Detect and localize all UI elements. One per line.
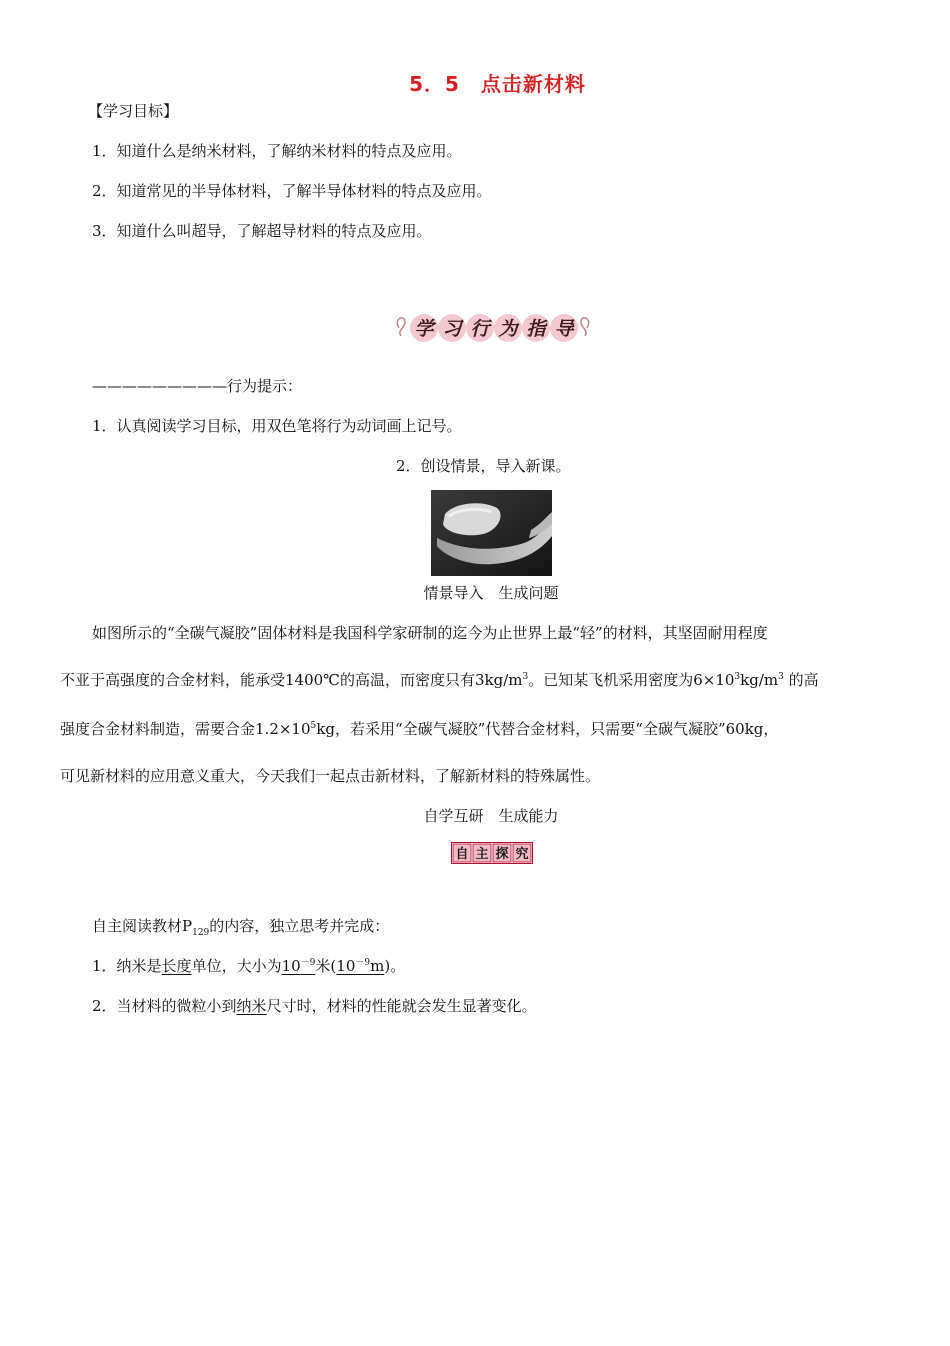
page-title: 5．5 点击新材料 xyxy=(409,72,586,96)
intro-line-1: 如图所示的“全碳气凝胶”固体材料是我国科学家研制的迄今为止世界上最“轻”的材料，其坚固耐用程度 xyxy=(92,624,768,642)
answer-nano: 纳米 xyxy=(236,997,267,1015)
stamp-char: 自 xyxy=(455,847,469,862)
caption-self-study: 自学互研 生成能力 xyxy=(423,807,559,825)
hint-heading: —————————行为提示： xyxy=(92,377,303,395)
banner-char: 指 xyxy=(526,318,546,340)
intro-line-3: 强度合金材料制造，需要合金$1.2\times 10^5kg$，若采用“全碳气凝胶”代替合金材料，只需要“全碳气凝胶”60kg， xyxy=(60,720,779,738)
objective-item-3: 3．知道什么叫超导，了解超导材料的特点及应用。 xyxy=(92,222,432,240)
answer-meters: $10^{-9}m$ xyxy=(336,957,385,975)
self-explore-stamp xyxy=(451,842,533,864)
study-intro: 自主阅读教材$P_{129}$的内容，独立思考并完成： xyxy=(92,917,390,938)
objective-item-1: 1．知道什么是纳米材料，了解纳米材料的特点及应用。 xyxy=(92,142,462,160)
intro-line-4: 可见新材料的应用意义重大，今天我们一起点击新材料，了解新材料的特殊属性。 xyxy=(60,767,601,785)
study-question-2: 2．当材料的微粒小到纳米尺寸时，材料的性能就会发生显著变化。 xyxy=(92,997,537,1015)
answer-length: 长度 xyxy=(161,957,192,975)
banner-char: 学 xyxy=(414,318,434,340)
stamp-char: 究 xyxy=(515,847,529,862)
caption-scenario: 情景导入 生成问题 xyxy=(423,584,559,602)
objectives-heading: 【学习目标】 xyxy=(88,102,179,120)
section-banner xyxy=(393,310,593,346)
hint-item-2: 2．创设情景，导入新课。 xyxy=(396,457,571,475)
objective-item-2: 2．知道常见的半导体材料，了解半导体材料的特点及应用。 xyxy=(92,182,492,200)
stamp-char: 探 xyxy=(495,847,509,862)
study-question-1: 1．纳米是长度单位，大小为$10^{-9}$米$(10^{-9}m)$。 xyxy=(92,957,406,975)
answer-power: $10^{-9}$ xyxy=(281,957,316,975)
aerogel-photo xyxy=(431,490,552,576)
intro-line-2: 不亚于高强度的合金材料，能承受1400℃的高温，而密度只有$3kg/m^3$。已知某飞机采用密度为$6\times 10^3kg/m^3$ 的高 xyxy=(60,671,819,689)
banner-char: 习 xyxy=(442,318,462,340)
banner-char: 导 xyxy=(554,318,574,340)
banner-char: 为 xyxy=(498,318,518,340)
stamp-char: 主 xyxy=(475,847,489,862)
hint-item-1: 1．认真阅读学习目标，用双色笔将行为动词画上记号。 xyxy=(92,417,462,435)
banner-swirl-right xyxy=(581,318,589,336)
banner-swirl-left xyxy=(397,318,405,336)
banner-char: 行 xyxy=(470,318,490,340)
